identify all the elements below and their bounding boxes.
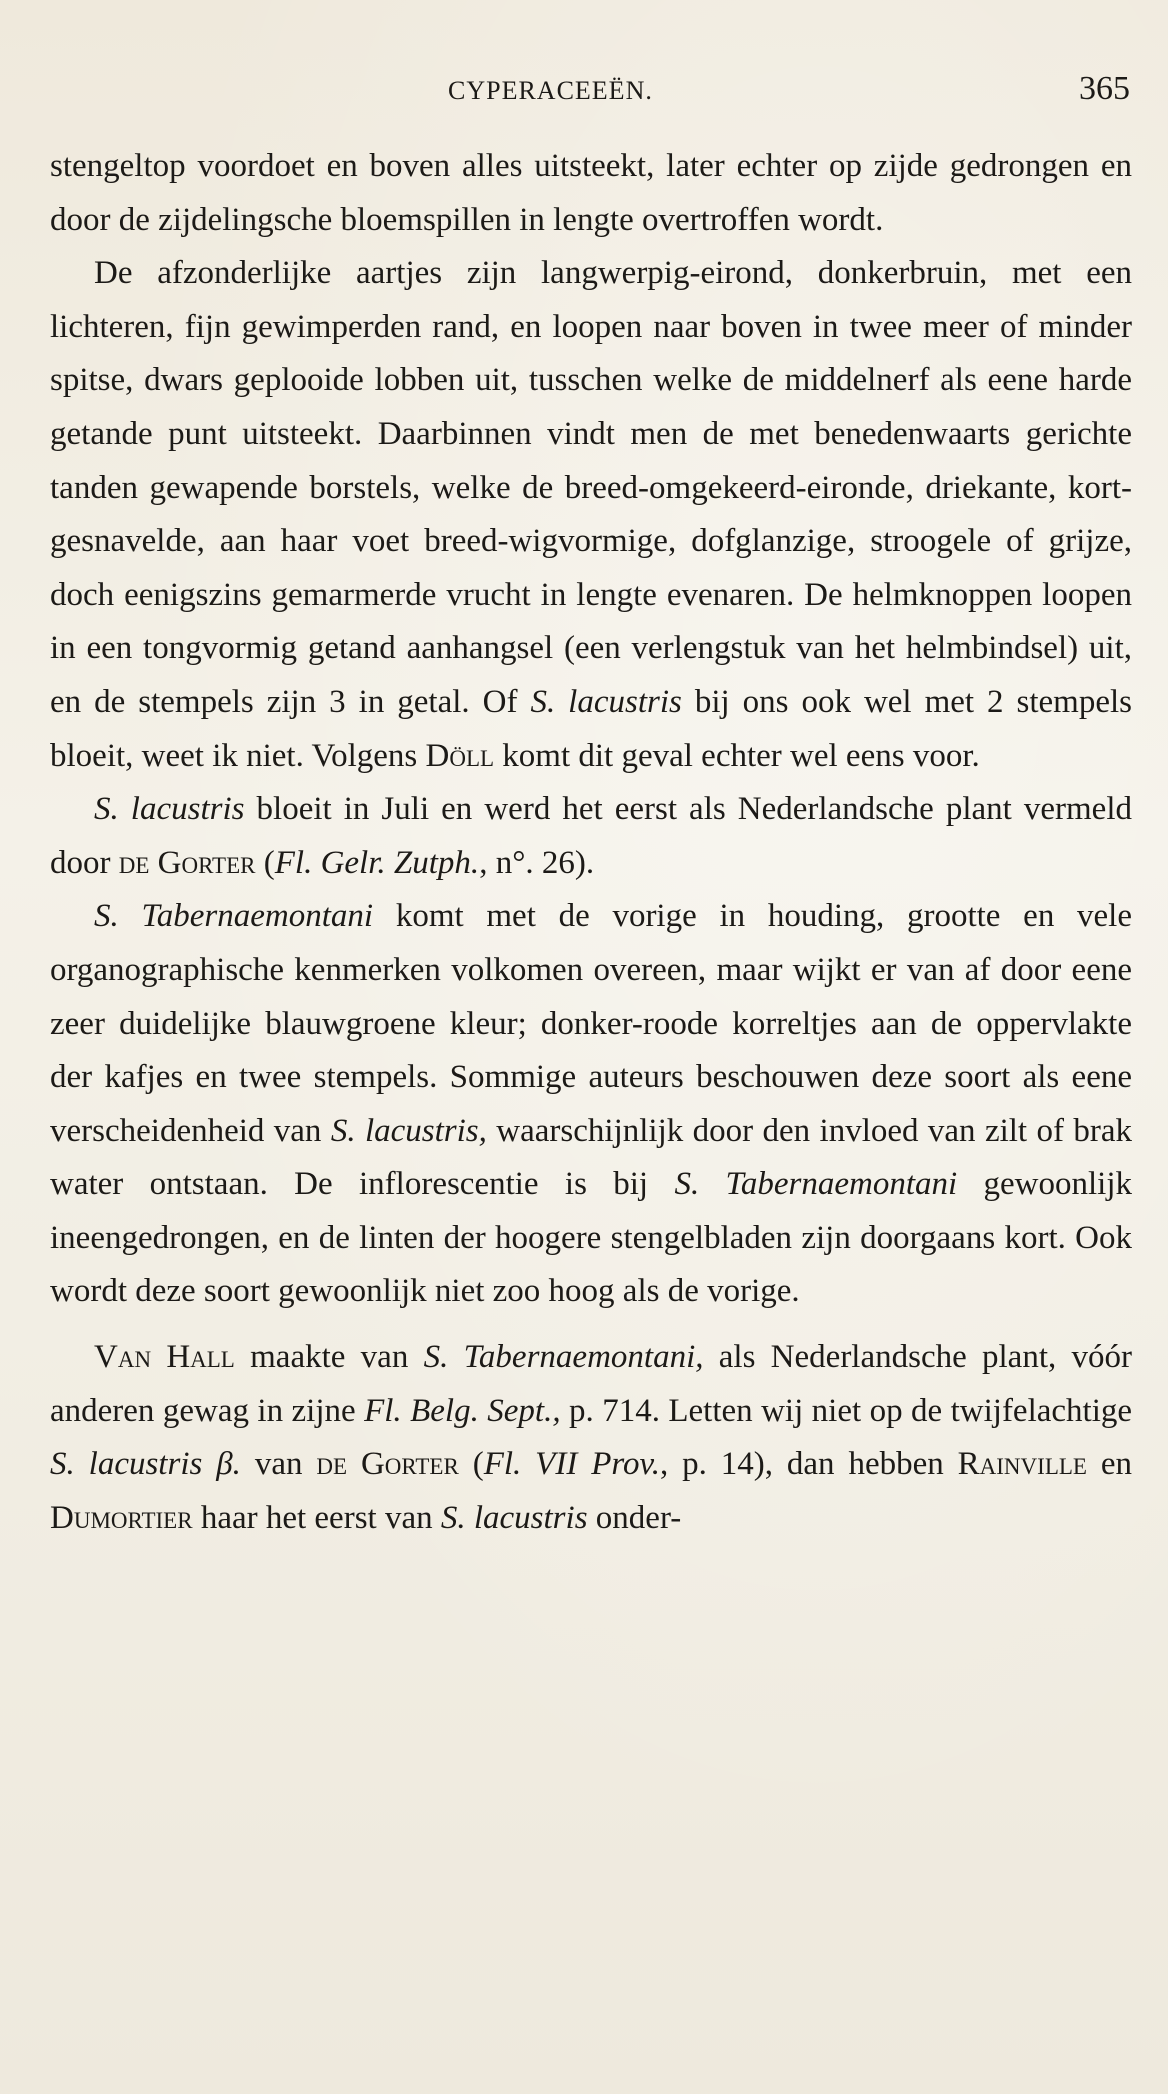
paragraph-4-text-c: gewoonlijk ineengedrongen, en de linten der hoogere stengelbladen zijn doorgaans kort. Ook wordt deze soort gewoonlijk niet zoo hoog als de vorige. bbox=[50, 1166, 1132, 1310]
paragraph-5-text-c: p. 714. Letten wij niet op de twijfelachtige bbox=[569, 1392, 1133, 1429]
paragraph-2-text: De afzonderlijke aartjes zijn langwerpig-eirond, donkerbruin, met een lichteren, fijn gewimperden rand, en loopen naar boven in twee meer of minder spitse, dwars geplooide lobben uit, tusschen welke de middelnerf als eene harde getande punt uitsteekt. Daarbinnen vindt men de met benedenwaarts gerichte tanden gewapende borstels, welke de breed-omgekeerd-eironde, driekante, kort-gesnavelde, aan haar voet breed-wigvormige, dofglanzige, stroogele of grijze, doch eenigszins gemarmerde vrucht in lengte evenaren. De helmknoppen loopen in een tongvormig getand aanhangsel (een verlengstuk van het helmbindsel) uit, en de stempels zijn 3 in getal. Of bbox=[50, 255, 1132, 720]
paragraph-5-text-g: haar het eerst van bbox=[200, 1499, 433, 1536]
reference-title: Fl. Belg. Sept., bbox=[364, 1392, 561, 1429]
paragraph-4-text: komt met de vorige in houding, grootte en vele organographische kenmerken volkomen overeen, maar wijkt er van af door eene zeer duidelijke blauwgroene kleur; donker-roode korreltjes aan de oppervlakte der kafjes en twee stempels. Sommige auteurs beschouwen deze soort als eene verscheidenheid van bbox=[50, 898, 1132, 1149]
author-name: de Gorter bbox=[118, 844, 256, 881]
paragraph-3 bbox=[50, 783, 1132, 890]
page-number: 365 bbox=[1079, 70, 1130, 107]
paragraph-3-text: bloeit in Juli en werd het eerst als Nederlandsche plant vermeld door bbox=[50, 791, 1133, 881]
paragraph-1-text: stengeltop voordoet en boven alles uitsteekt, later echter op zijde gedrongen en door de zijdelingsche bloemspillen in lengte overtroffen wordt. bbox=[50, 148, 1132, 238]
paragraph-4-text-b: waarschijnlijk door den invloed van zilt of brak water ontstaan. De inflorescentie is bij bbox=[50, 1112, 1132, 1203]
reference-title: Fl. Gelr. Zutph. bbox=[274, 844, 480, 881]
paragraph-5 bbox=[50, 1331, 1132, 1545]
reference-open: ( bbox=[263, 844, 275, 881]
paragraph-3-text-end: , n°. 26). bbox=[479, 844, 595, 881]
paragraph-5-text-h: onder- bbox=[595, 1499, 682, 1536]
body-text bbox=[50, 140, 1132, 1545]
running-head bbox=[0, 68, 1168, 112]
paragraph-5-text-d: van bbox=[254, 1446, 303, 1483]
taxon-name: S. lacustris bbox=[440, 1499, 588, 1536]
taxon-name: S. lacustris, bbox=[330, 1112, 487, 1149]
taxon-name: S. lacustris bbox=[530, 683, 682, 720]
paragraph-2 bbox=[50, 247, 1132, 783]
reference-title: Fl. VII Prov. bbox=[483, 1446, 660, 1483]
author-name: Van Hall bbox=[94, 1339, 235, 1376]
taxon-name: S. lacustris bbox=[94, 791, 245, 828]
reference-open: ( bbox=[472, 1446, 484, 1483]
taxon-name: S. Tabernaemontani bbox=[94, 898, 374, 935]
paragraph-1 bbox=[50, 140, 1132, 247]
paragraph-2-text-end: komt dit geval echter wel eens voor. bbox=[502, 737, 980, 774]
author-name: de Gorter bbox=[316, 1446, 459, 1483]
paragraph-2-text-mid: bij ons ook wel met 2 stempels bloeit, weet ik niet. Volgens bbox=[50, 683, 1132, 774]
taxon-name: S. Tabernaemontani bbox=[674, 1166, 958, 1203]
author-name: Döll bbox=[425, 737, 495, 774]
running-title: CYPERACEEËN. bbox=[448, 76, 653, 105]
paragraph-5-text: maakte van bbox=[250, 1339, 409, 1376]
taxon-name: S. Tabernaemontani, bbox=[423, 1339, 704, 1376]
taxon-name: S. lacustris β. bbox=[50, 1446, 241, 1483]
paragraph-5-text-b: als Nederlandsche plant, vóór anderen gewag in zijne bbox=[50, 1339, 1133, 1429]
paragraph-5-text-f: en bbox=[1100, 1446, 1133, 1483]
paragraph-5-text-e: , p. 14), dan hebben bbox=[659, 1446, 944, 1483]
paragraph-4 bbox=[50, 890, 1132, 1319]
author-name: Rainville bbox=[957, 1446, 1087, 1483]
author-name: Dumortier bbox=[50, 1499, 193, 1536]
